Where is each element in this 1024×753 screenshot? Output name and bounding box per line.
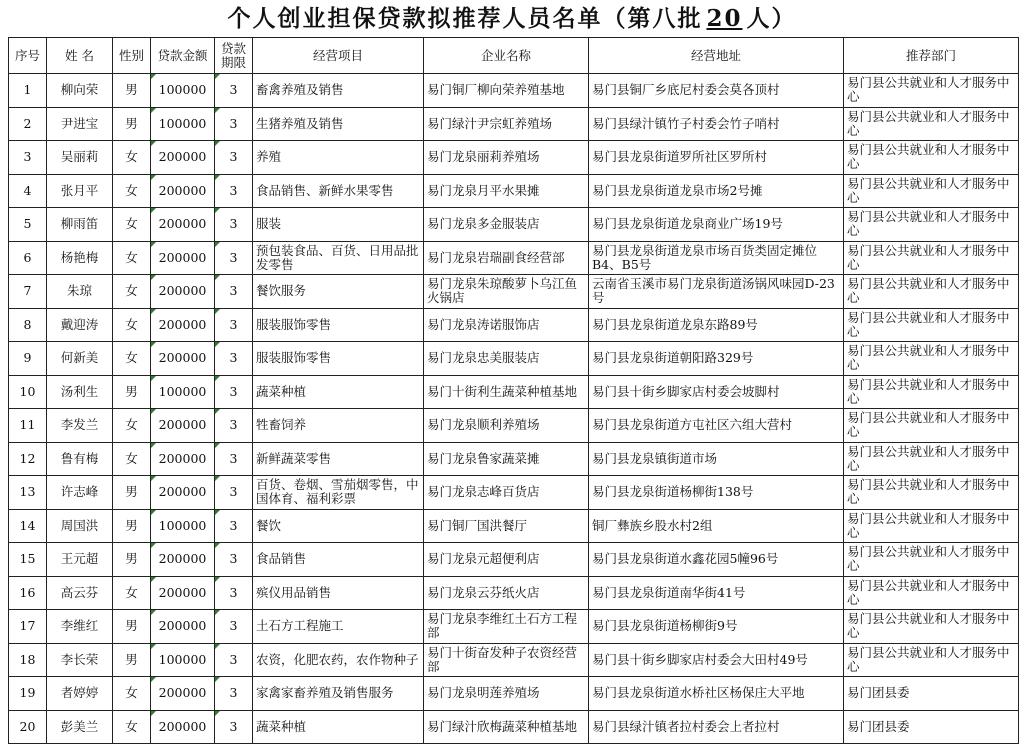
cell-seq: 18 [9, 643, 47, 677]
table-row [9, 342, 1019, 376]
cell-address: 易门县龙泉街道龙泉商业广场19号 [589, 208, 844, 242]
table-row [9, 107, 1019, 141]
table-row [9, 141, 1019, 175]
cell-address: 云南省玉溪市易门龙泉街道汤锅风味园D-23号 [589, 275, 844, 309]
cell-name: 彭美兰 [47, 710, 113, 744]
cell-seq: 14 [9, 509, 47, 543]
cell-address: 易门县龙泉街道罗所社区罗所村 [589, 141, 844, 175]
cell-name: 许志峰 [47, 476, 113, 510]
cell-company: 易门龙泉岩瑞副食经营部 [424, 241, 589, 275]
cell-dept: 易门县公共就业和人才服务中心 [844, 241, 1019, 275]
cell-term: 3 [215, 342, 253, 376]
cell-project: 殡仪用品销售 [253, 576, 424, 610]
cell-amount: 200000 [151, 342, 215, 376]
cell-name: 何新美 [47, 342, 113, 376]
cell-amount: 200000 [151, 141, 215, 175]
cell-seq: 1 [9, 74, 47, 108]
cell-name: 尹进宝 [47, 107, 113, 141]
cell-company: 易门龙泉李维红土石方工程部 [424, 610, 589, 644]
cell-dept: 易门团县委 [844, 677, 1019, 711]
cell-seq: 15 [9, 543, 47, 577]
cell-dept: 易门团县委 [844, 710, 1019, 744]
cell-project: 家禽家畜养殖及销售服务 [253, 677, 424, 711]
cell-name: 高云芬 [47, 576, 113, 610]
cell-address: 易门县龙泉街道龙泉东路89号 [589, 308, 844, 342]
cell-name: 杨艳梅 [47, 241, 113, 275]
cell-seq: 13 [9, 476, 47, 510]
cell-term: 3 [215, 275, 253, 309]
cell-seq: 12 [9, 442, 47, 476]
cell-term: 3 [215, 375, 253, 409]
cell-amount: 100000 [151, 643, 215, 677]
cell-address: 易门县十街乡脚家店村委会坡脚村 [589, 375, 844, 409]
title-suffix: 人） [746, 5, 797, 32]
cell-address: 易门县龙泉街道龙泉市场2号摊 [589, 174, 844, 208]
cell-company: 易门龙泉顺利养殖场 [424, 409, 589, 443]
cell-term: 3 [215, 643, 253, 677]
cell-seq: 11 [9, 409, 47, 443]
cell-address: 易门县龙泉街道南华街41号 [589, 576, 844, 610]
cell-company: 易门十街奋发种子农资经营部 [424, 643, 589, 677]
table-row [9, 643, 1019, 677]
cell-project: 养殖 [253, 141, 424, 175]
cell-dept: 易门县公共就业和人才服务中心 [844, 208, 1019, 242]
cell-name: 者婷婷 [47, 677, 113, 711]
cell-address: 易门县绿汁镇竹子村委会竹子哨村 [589, 107, 844, 141]
cell-gender: 女 [113, 174, 151, 208]
cell-amount: 200000 [151, 241, 215, 275]
table-row [9, 677, 1019, 711]
cell-company: 易门铜厂国洪餐厅 [424, 509, 589, 543]
cell-name: 周国洪 [47, 509, 113, 543]
cell-dept: 易门县公共就业和人才服务中心 [844, 610, 1019, 644]
cell-name: 汤利生 [47, 375, 113, 409]
cell-company: 易门龙泉丽莉养殖场 [424, 141, 589, 175]
cell-amount: 200000 [151, 576, 215, 610]
cell-name: 李维红 [47, 610, 113, 644]
cell-address: 易门县绿汁镇者拉村委会上者拉村 [589, 710, 844, 744]
cell-gender: 男 [113, 543, 151, 577]
cell-gender: 女 [113, 208, 151, 242]
cell-dept: 易门县公共就业和人才服务中心 [844, 409, 1019, 443]
table-row [9, 543, 1019, 577]
cell-gender: 男 [113, 610, 151, 644]
cell-dept: 易门县公共就业和人才服务中心 [844, 74, 1019, 108]
cell-dept: 易门县公共就业和人才服务中心 [844, 141, 1019, 175]
table-row [9, 375, 1019, 409]
header-name: 姓 名 [47, 38, 113, 74]
cell-address: 易门县龙泉街道杨柳街138号 [589, 476, 844, 510]
cell-dept: 易门县公共就业和人才服务中心 [844, 375, 1019, 409]
cell-seq: 19 [9, 677, 47, 711]
cell-name: 李长荣 [47, 643, 113, 677]
cell-amount: 200000 [151, 275, 215, 309]
cell-name: 张月平 [47, 174, 113, 208]
header-row [9, 38, 1019, 74]
cell-gender: 男 [113, 375, 151, 409]
cell-gender: 女 [113, 409, 151, 443]
cell-gender: 女 [113, 342, 151, 376]
cell-company: 易门绿汁尹宗虹养殖场 [424, 107, 589, 141]
cell-gender: 男 [113, 74, 151, 108]
cell-seq: 5 [9, 208, 47, 242]
cell-company: 易门龙泉志峰百货店 [424, 476, 589, 510]
cell-amount: 200000 [151, 543, 215, 577]
header-dept: 推荐部门 [844, 38, 1019, 74]
cell-amount: 200000 [151, 409, 215, 443]
cell-term: 3 [215, 141, 253, 175]
header-seq: 序号 [9, 38, 47, 74]
cell-name: 鲁有梅 [47, 442, 113, 476]
cell-address: 易门县龙泉街道方屯社区六组大营村 [589, 409, 844, 443]
cell-company: 易门龙泉元超便利店 [424, 543, 589, 577]
cell-project: 食品销售、新鲜水果零售 [253, 174, 424, 208]
recommendation-table [8, 37, 1019, 744]
cell-seq: 20 [9, 710, 47, 744]
cell-amount: 100000 [151, 375, 215, 409]
cell-amount: 200000 [151, 308, 215, 342]
cell-term: 3 [215, 543, 253, 577]
cell-project: 服装 [253, 208, 424, 242]
cell-dept: 易门县公共就业和人才服务中心 [844, 275, 1019, 309]
cell-amount: 200000 [151, 442, 215, 476]
cell-project: 食品销售 [253, 543, 424, 577]
cell-gender: 男 [113, 509, 151, 543]
table-row [9, 610, 1019, 644]
cell-project: 服装服饰零售 [253, 308, 424, 342]
cell-project: 餐饮 [253, 509, 424, 543]
cell-seq: 17 [9, 610, 47, 644]
title-count: 20 [706, 5, 743, 32]
cell-company: 易门十街利生蔬菜种植基地 [424, 375, 589, 409]
cell-amount: 200000 [151, 174, 215, 208]
cell-term: 3 [215, 241, 253, 275]
cell-name: 柳雨笛 [47, 208, 113, 242]
cell-term: 3 [215, 74, 253, 108]
cell-amount: 200000 [151, 677, 215, 711]
cell-amount: 200000 [151, 476, 215, 510]
table-row [9, 442, 1019, 476]
cell-seq: 2 [9, 107, 47, 141]
cell-amount: 100000 [151, 107, 215, 141]
table-row [9, 208, 1019, 242]
cell-company: 易门龙泉涛诺服饰店 [424, 308, 589, 342]
table-row [9, 576, 1019, 610]
cell-amount: 100000 [151, 74, 215, 108]
table-row [9, 409, 1019, 443]
cell-gender: 男 [113, 476, 151, 510]
cell-project: 服装服饰零售 [253, 342, 424, 376]
cell-term: 3 [215, 610, 253, 644]
cell-project: 百货、卷烟、雪茄烟零售，中国体育、福利彩票 [253, 476, 424, 510]
cell-company: 易门龙泉鲁家蔬菜摊 [424, 442, 589, 476]
cell-gender: 女 [113, 710, 151, 744]
cell-address: 易门县龙泉街道水鑫花园5幢96号 [589, 543, 844, 577]
cell-company: 易门龙泉月平水果摊 [424, 174, 589, 208]
cell-project: 蔬菜种植 [253, 375, 424, 409]
cell-project: 餐饮服务 [253, 275, 424, 309]
table-row [9, 308, 1019, 342]
cell-name: 戴迎涛 [47, 308, 113, 342]
cell-term: 3 [215, 442, 253, 476]
cell-gender: 男 [113, 643, 151, 677]
table-row [9, 710, 1019, 744]
header-gender: 性别 [113, 38, 151, 74]
cell-seq: 8 [9, 308, 47, 342]
cell-dept: 易门县公共就业和人才服务中心 [844, 174, 1019, 208]
cell-project: 牲畜饲养 [253, 409, 424, 443]
cell-dept: 易门县公共就业和人才服务中心 [844, 476, 1019, 510]
cell-amount: 200000 [151, 710, 215, 744]
cell-seq: 10 [9, 375, 47, 409]
cell-dept: 易门县公共就业和人才服务中心 [844, 107, 1019, 141]
header-term: 贷款期限 [215, 38, 253, 74]
cell-term: 3 [215, 308, 253, 342]
cell-term: 3 [215, 107, 253, 141]
cell-address: 易门县龙泉镇街道市场 [589, 442, 844, 476]
cell-address: 易门县龙泉街道朝阳路329号 [589, 342, 844, 376]
cell-seq: 9 [9, 342, 47, 376]
cell-seq: 3 [9, 141, 47, 175]
cell-gender: 女 [113, 141, 151, 175]
cell-seq: 4 [9, 174, 47, 208]
table-row [9, 509, 1019, 543]
cell-dept: 易门县公共就业和人才服务中心 [844, 543, 1019, 577]
cell-name: 朱琼 [47, 275, 113, 309]
header-address: 经营地址 [589, 38, 844, 74]
cell-name: 柳向荣 [47, 74, 113, 108]
cell-amount: 200000 [151, 208, 215, 242]
cell-company: 易门铜厂柳向荣养殖基地 [424, 74, 589, 108]
title-prefix: 个人创业担保贷款拟推荐人员名单（第八批 [227, 5, 703, 32]
cell-address: 易门县龙泉街道杨柳街9号 [589, 610, 844, 644]
cell-gender: 女 [113, 677, 151, 711]
cell-seq: 6 [9, 241, 47, 275]
cell-project: 土石方工程施工 [253, 610, 424, 644]
cell-address: 铜厂彝族乡股水村2组 [589, 509, 844, 543]
cell-dept: 易门县公共就业和人才服务中心 [844, 342, 1019, 376]
header-amount: 贷款金额 [151, 38, 215, 74]
cell-amount: 100000 [151, 509, 215, 543]
table-row [9, 74, 1019, 108]
cell-term: 3 [215, 208, 253, 242]
cell-gender: 女 [113, 442, 151, 476]
cell-gender: 女 [113, 308, 151, 342]
cell-address: 易门县龙泉街道水桥社区杨保庄大平地 [589, 677, 844, 711]
cell-address: 易门县十街乡脚家店村委会大田村49号 [589, 643, 844, 677]
cell-term: 3 [215, 576, 253, 610]
cell-dept: 易门县公共就业和人才服务中心 [844, 442, 1019, 476]
cell-gender: 男 [113, 107, 151, 141]
cell-name: 吴丽莉 [47, 141, 113, 175]
cell-company: 易门绿汁欣梅蔬菜种植基地 [424, 710, 589, 744]
cell-term: 3 [215, 677, 253, 711]
cell-project: 新鲜蔬菜零售 [253, 442, 424, 476]
table-row [9, 275, 1019, 309]
cell-gender: 女 [113, 275, 151, 309]
cell-term: 3 [215, 409, 253, 443]
cell-project: 农资，化肥农药，农作物种子 [253, 643, 424, 677]
cell-dept: 易门县公共就业和人才服务中心 [844, 308, 1019, 342]
cell-term: 3 [215, 509, 253, 543]
cell-gender: 女 [113, 576, 151, 610]
cell-dept: 易门县公共就业和人才服务中心 [844, 643, 1019, 677]
cell-project: 生猪养殖及销售 [253, 107, 424, 141]
cell-name: 李发兰 [47, 409, 113, 443]
cell-dept: 易门县公共就业和人才服务中心 [844, 576, 1019, 610]
cell-seq: 16 [9, 576, 47, 610]
cell-project: 畜禽养殖及销售 [253, 74, 424, 108]
cell-company: 易门龙泉明莲养殖场 [424, 677, 589, 711]
table-row [9, 174, 1019, 208]
cell-term: 3 [215, 710, 253, 744]
cell-name: 王元超 [47, 543, 113, 577]
page-title [0, 2, 1024, 36]
cell-dept: 易门县公共就业和人才服务中心 [844, 509, 1019, 543]
cell-company: 易门龙泉朱琼酸萝卜乌江鱼火锅店 [424, 275, 589, 309]
table-row [9, 241, 1019, 275]
cell-amount: 200000 [151, 610, 215, 644]
cell-project: 蔬菜种植 [253, 710, 424, 744]
header-company: 企业名称 [424, 38, 589, 74]
cell-project: 预包装食品、百货、日用品批发零售 [253, 241, 424, 275]
cell-company: 易门龙泉多金服装店 [424, 208, 589, 242]
cell-term: 3 [215, 476, 253, 510]
cell-seq: 7 [9, 275, 47, 309]
cell-address: 易门县铜厂乡底尼村委会莫各顶村 [589, 74, 844, 108]
table-row [9, 476, 1019, 510]
cell-term: 3 [215, 174, 253, 208]
cell-gender: 女 [113, 241, 151, 275]
cell-company: 易门龙泉云芬纸火店 [424, 576, 589, 610]
cell-company: 易门龙泉忠美服装店 [424, 342, 589, 376]
cell-address: 易门县龙泉街道龙泉市场百货类固定摊位B4、B5号 [589, 241, 844, 275]
header-project: 经营项目 [253, 38, 424, 74]
